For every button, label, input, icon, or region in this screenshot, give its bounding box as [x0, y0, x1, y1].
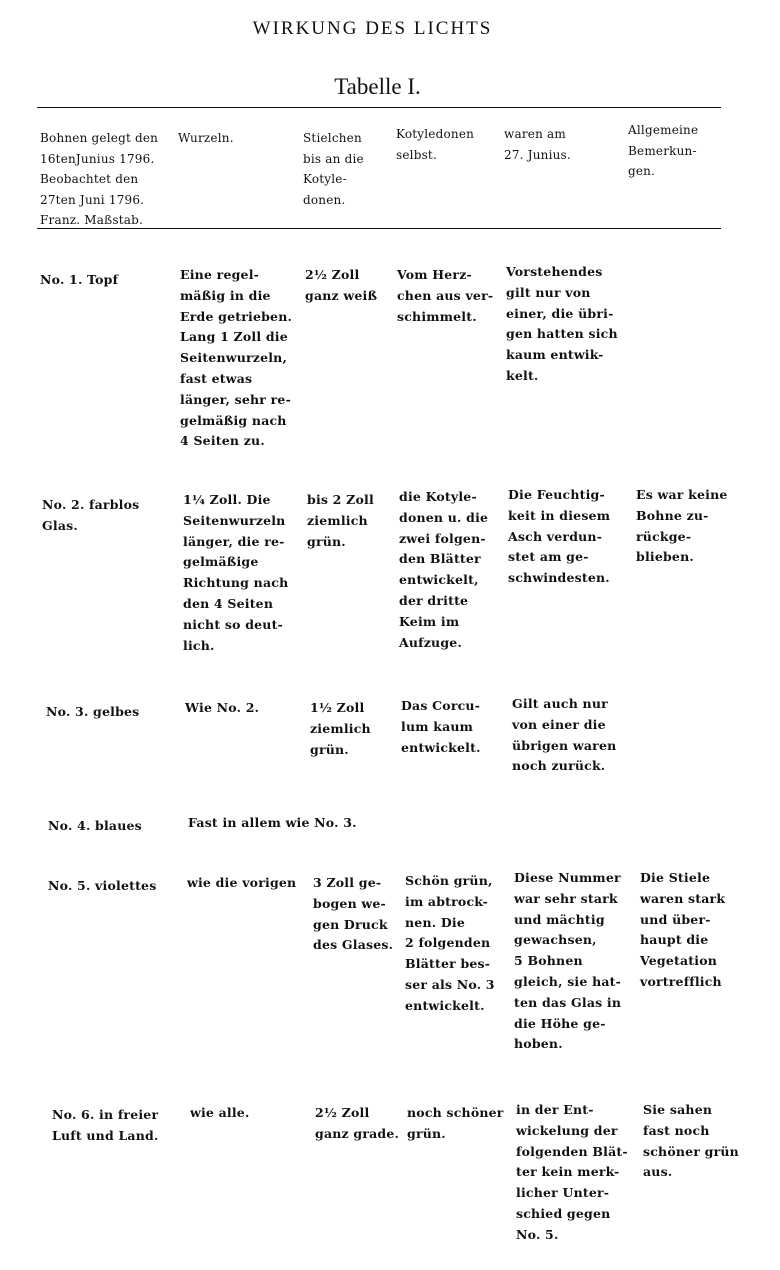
- header-roots: Wurzeln.: [178, 131, 234, 145]
- row-cell-remarks: Die Stiele waren stark und über- haupt die Vegetation vortrefflich: [640, 870, 726, 989]
- table-title: Tabelle I.: [334, 74, 421, 99]
- header-date: Bohnen gelegt den 16tenJunius 1796. Beobachtet den 27ten Juni 1796. Franz. Maßstab.: [40, 131, 159, 227]
- row-span-note: Fast in allem wie No. 3.: [188, 815, 357, 830]
- row-label: No. 1. Topf: [40, 272, 119, 287]
- row-label: No. 2. farblos Glas.: [42, 497, 140, 533]
- row-cell-state: in der Ent- wickelung der folgenden Blät- ter kein merk- licher Unter- schied gegen No. 5.: [516, 1102, 628, 1242]
- row-cell-remarks: Sie sahen fast noch schöner grün aus.: [643, 1102, 739, 1180]
- row-label: No. 3. gelbes: [46, 704, 140, 719]
- row-cell-roots: wie alle.: [190, 1105, 250, 1120]
- row-cell-stalks: 1½ Zoll ziemlich grün.: [310, 700, 371, 757]
- row-cell-roots: Eine regel- mäßig in die Erde getrieben. Lang 1 Zoll die Seitenwurzeln, fast etwas länger, sehr re- gelmäßig nach 4 Seiten zu.: [180, 267, 293, 449]
- header-remarks: Allgemeine Bemerkun- gen.: [628, 123, 699, 178]
- row-cell-stalks: 2½ Zoll ganz weiß: [305, 267, 378, 303]
- row-cell-state: Diese Nummer war sehr stark und mächtig gewachsen, 5 Bohnen gleich, sie hat- ten das Glas in die Höhe ge- hoben.: [514, 870, 622, 1052]
- row-cell-state: Die Feuchtig- keit in diesem Asch verdun- stet am ge- schwindesten.: [508, 487, 611, 586]
- row-cell-roots: 1¼ Zoll. Die Seitenwurzeln länger, die re- gelmäßige Richtung nach den 4 Seiten nicht so deut- lich.: [183, 492, 289, 653]
- row-label: No. 6. in freier Luft und Land.: [52, 1107, 159, 1143]
- row-cell-state: Gilt auch nur von einer die übrigen waren noch zurück.: [512, 696, 617, 774]
- row-cell-stalks: 3 Zoll ge- bogen we- gen Druck des Glases.: [313, 875, 394, 953]
- row-cell-roots: wie die vorigen: [187, 875, 297, 890]
- row-cell-remarks: Es war keine Bohne zu- rückge- blieben.: [636, 487, 728, 565]
- row-cell-roots: Wie No. 2.: [185, 700, 260, 715]
- top-rule: [37, 107, 721, 108]
- page-heading: WIRKUNG DES LICHTS: [252, 18, 493, 39]
- row-cell-stalks: 2½ Zoll ganz grade.: [315, 1105, 400, 1141]
- row-cell-cotyledons: Vom Herz- chen aus ver- schimmelt.: [397, 267, 494, 324]
- row-cell-state: Vorstehendes gilt nur von einer, die übri- gen hatten sich kaum entwik- kelt.: [506, 264, 618, 383]
- header-state: waren am 27. Junius.: [504, 127, 571, 162]
- row-label: No. 5. violettes: [48, 878, 157, 893]
- header-stalks: Stielchen bis an die Kotyle- donen.: [303, 131, 364, 207]
- header-cotyledons: Kotyledonen selbst.: [396, 127, 475, 162]
- row-label: No. 4. blaues: [48, 818, 142, 833]
- row-cell-cotyledons: noch schöner grün.: [407, 1105, 504, 1141]
- row-cell-cotyledons: die Kotyle- donen u. die zwei folgen- den Blätter entwickelt, der dritte Keim im Aufzuge.: [399, 489, 489, 650]
- row-cell-cotyledons: Das Corcu- lum kaum entwickelt.: [401, 698, 481, 755]
- row-cell-cotyledons: Schön grün, im abtrock- nen. Die 2 folgenden Blätter bes- ser als No. 3 entwickelt.: [405, 873, 495, 1013]
- row-cell-stalks: bis 2 Zoll ziemlich grün.: [307, 492, 374, 549]
